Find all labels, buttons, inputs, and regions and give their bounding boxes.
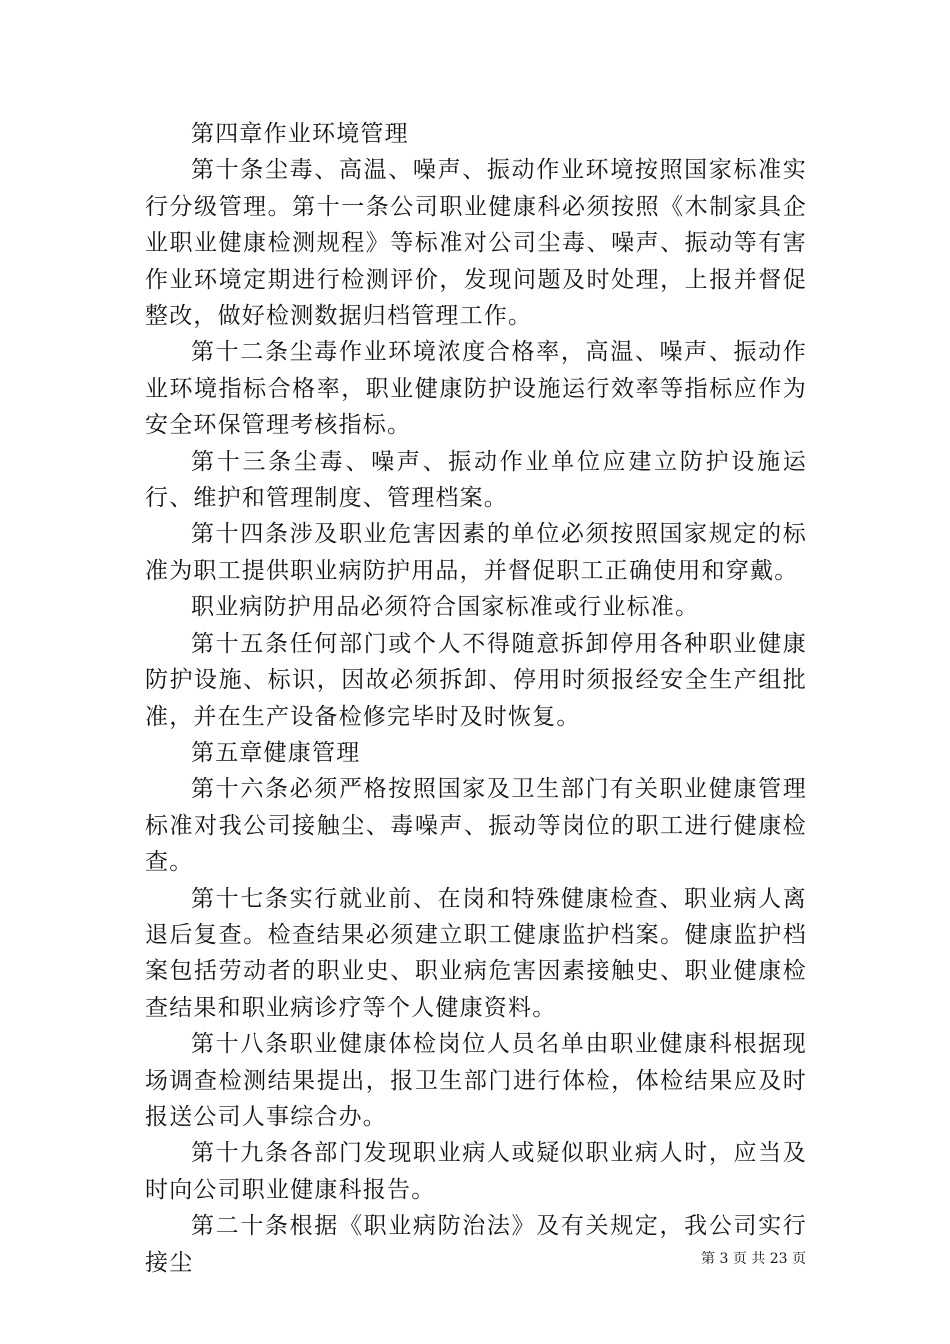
paragraph-article-19: 第十九条各部门发现职业病人或疑似职业病人时，应当及时向公司职业健康科报告。	[145, 1140, 807, 1203]
chapter-heading-4: 第四章作业环境管理	[191, 121, 409, 147]
paragraph-article-20: 第二十条根据《职业病防治法》及有关规定，我公司实行接尘	[145, 1213, 807, 1276]
paragraph-article-10-11: 第十条尘毒、高温、噪声、振动作业环境按照国家标准实行分级管理。第十一条公司职业健康科必须按照《木制家具企业职业健康检测规程》等标准对公司尘毒、噪声、振动等有害作业环境定期进行检测评价，发现问题及时处理，上报并督促整改，做好检测数据归档管理工作。	[145, 157, 807, 330]
paragraph-article-13: 第十三条尘毒、噪声、振动作业单位应建立防护设施运行、维护和管理制度、管理档案。	[145, 448, 807, 512]
paragraph-protective-equipment: 职业病防护用品必须符合国家标准或行业标准。	[191, 594, 700, 621]
paragraph-article-17: 第十七条实行就业前、在岗和特殊健康检查、职业病人离退后复查。检查结果必须建立职工健康监护档案。健康监护档案包括劳动者的职业史、职业病危害因素接触史、职业健康检查结果和职业病诊疗等个人健康资料。	[145, 885, 807, 1021]
paragraph-article-14: 第十四条涉及职业危害因素的单位必须按照国家规定的标准为职工提供职业病防护用品，并督促职工正确使用和穿戴。	[145, 521, 807, 584]
paragraph-article-16: 第十六条必须严格按照国家及卫生部门有关职业健康管理标准对我公司接触尘、毒噪声、振动等岗位的职工进行健康检查。	[145, 776, 807, 876]
paragraph-article-15: 第十五条任何部门或个人不得随意拆卸停用各种职业健康防护设施、标识，因故必须拆卸、停用时须报经安全生产组批准，并在生产设备检修完毕时及时恢复。	[145, 630, 807, 730]
paragraph-article-12: 第十二条尘毒作业环境浓度合格率，高温、噪声、振动作业环境指标合格率，职业健康防护设施运行效率等指标应作为安全环保管理考核指标。	[145, 339, 807, 439]
chapter-heading-5: 第五章健康管理	[191, 739, 361, 766]
paragraph-article-18: 第十八条职业健康体检岗位人员名单由职业健康科根据现场调查检测结果提出，报卫生部门进行体检，体检结果应及时报送公司人事综合办。	[145, 1031, 807, 1130]
document-body	[145, 116, 807, 1281]
page-number-footer: 第 3 页 共 23 页	[701, 1251, 806, 1267]
